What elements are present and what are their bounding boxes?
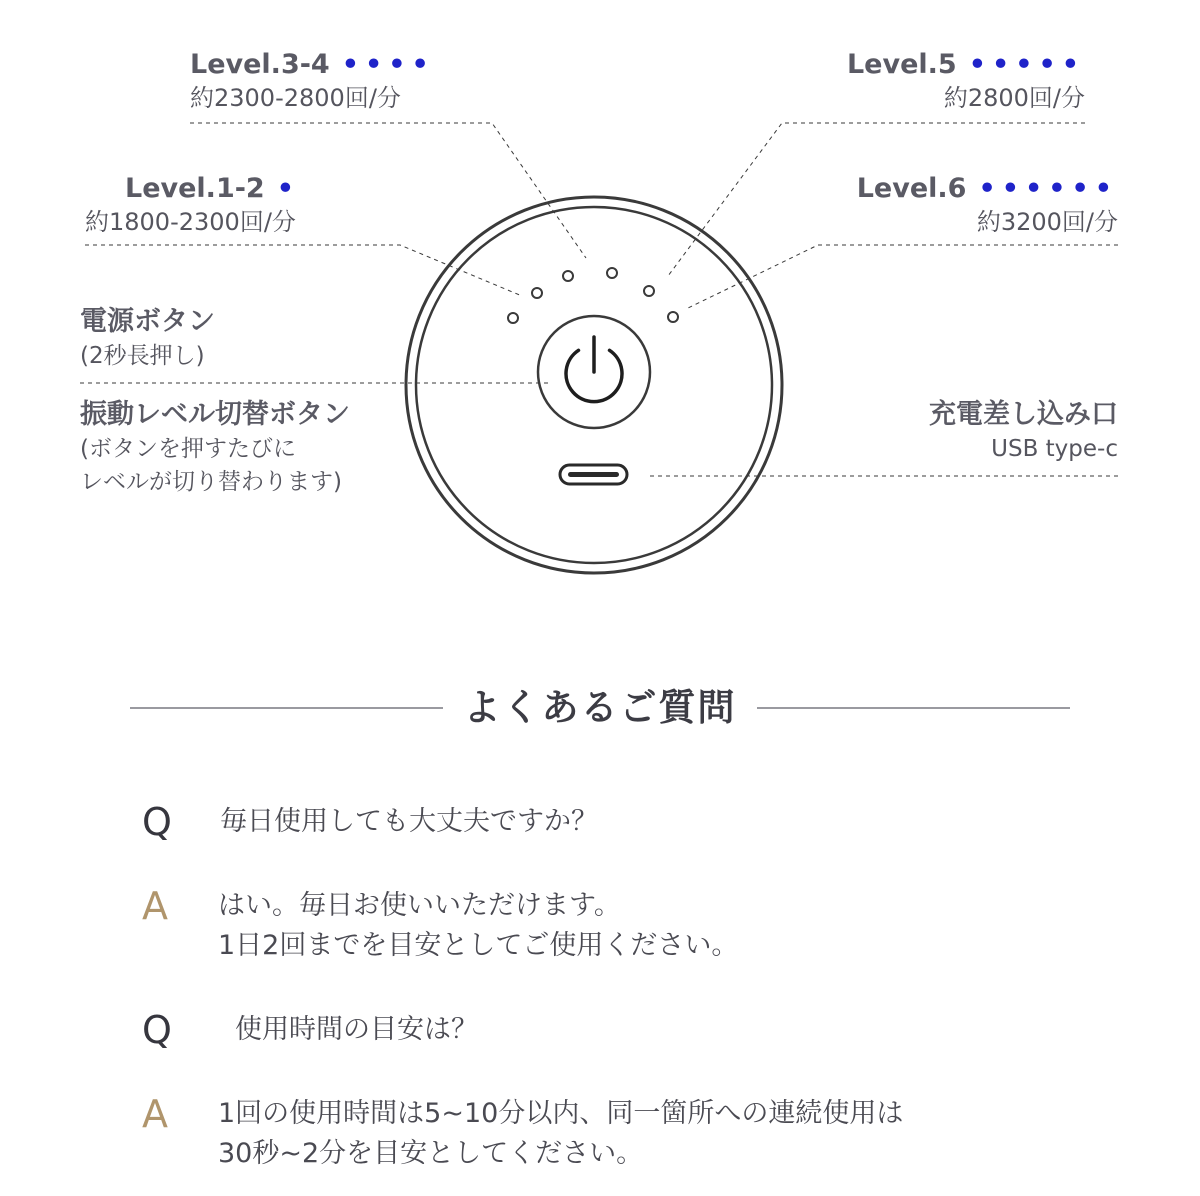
level-switch-sub-2: レベルが切り替わります) <box>80 469 342 495</box>
level-1-2-dots: • <box>276 173 300 204</box>
led-3 <box>563 271 573 281</box>
level-6-dots: •••••• <box>978 173 1118 204</box>
question-2-letter: Q <box>142 1008 172 1052</box>
level-6-annotation <box>857 172 1118 238</box>
power-button-sub: (2秒長押し) <box>80 343 205 369</box>
led-1 <box>508 313 518 323</box>
level-3-4-title: Level.3-4 <box>190 49 330 80</box>
level-switch-annotation <box>80 397 350 499</box>
level-switch-sub-1: (ボタンを押すたびに <box>80 436 296 462</box>
question-2-text: 使用時間の目安は？ <box>235 1014 478 1045</box>
led-2 <box>532 288 542 298</box>
answer-1-line-1: はい。毎日お使いいただけます。 <box>218 890 621 921</box>
level-5-dots: ••••• <box>968 49 1085 80</box>
level-6-rate: 約3200回/分 <box>976 208 1118 236</box>
power-button-annotation <box>80 304 215 373</box>
led-6 <box>668 312 678 322</box>
led-5 <box>644 286 654 296</box>
answer-1-letter: A <box>142 884 168 928</box>
faq-heading-block <box>130 680 1070 736</box>
level-5-title: Level.5 <box>846 49 957 80</box>
charge-port-annotation <box>929 397 1118 466</box>
answer-2-letter: A <box>142 1092 168 1136</box>
faq-heading: よくあるご質問 <box>463 686 737 729</box>
question-1-text: 毎日使用しても大丈夫ですか？ <box>220 806 598 837</box>
level-5-rate: 約2800回/分 <box>943 84 1085 112</box>
charge-port-sub: USB type-c <box>991 436 1118 462</box>
level-6-title-row <box>857 172 1118 206</box>
level-6-title: Level.6 <box>856 173 967 204</box>
level-3-4-dots: •••• <box>341 49 435 80</box>
level-1-2-title-row <box>85 172 300 206</box>
power-button[interactable] <box>538 316 650 428</box>
answer-2-line-1: 1回の使用時間は5~10分以内、同一箇所への連続使用は <box>218 1098 904 1129</box>
answer-2-line-2: 30秒~2分を目安としてください。 <box>218 1138 644 1169</box>
level-3-4-rate: 約2300-2800回/分 <box>190 84 401 112</box>
usb-c-port-icon <box>560 465 627 484</box>
question-1-letter: Q <box>142 800 172 844</box>
level-5-annotation <box>847 48 1085 114</box>
level-switch-title: 振動レベル切替ボタン <box>80 399 350 430</box>
answer-1-line-2: 1日2回までを目安としてご使用ください。 <box>218 930 739 961</box>
level-5-title-row <box>847 48 1085 82</box>
level-1-2-annotation <box>85 172 300 238</box>
charge-port-title: 充電差し込み口 <box>929 399 1118 430</box>
level-3-4-title-row <box>190 48 435 82</box>
power-button-title: 電源ボタン <box>80 306 215 337</box>
level-indicator-leds <box>508 268 678 323</box>
level-3-4-annotation <box>190 48 435 114</box>
led-4 <box>607 268 617 278</box>
level-1-2-rate: 約1800-2300回/分 <box>85 208 296 236</box>
level-1-2-title: Level.1-2 <box>125 173 265 204</box>
